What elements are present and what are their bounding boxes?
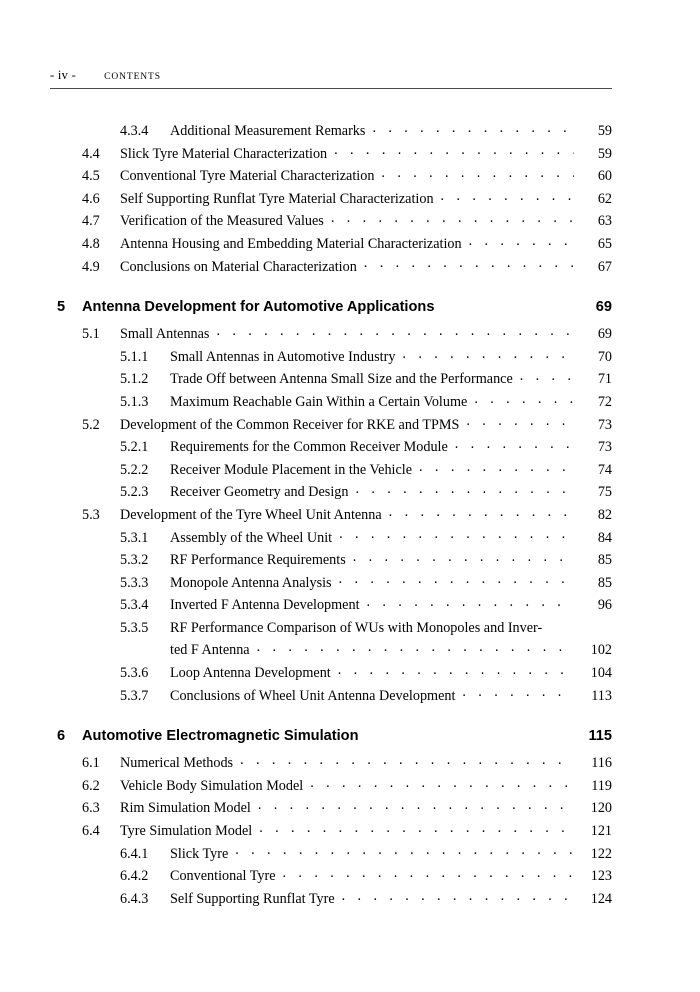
toc-entry-number: 6: [57, 728, 66, 745]
toc-entry-page-number: 124: [590, 890, 612, 907]
toc-entry-number: 5.3.7: [120, 687, 149, 704]
toc-entry-page-number: 85: [597, 552, 612, 569]
toc-entry-page-number: 59: [597, 145, 612, 162]
toc-entry-page-number: 120: [590, 800, 612, 817]
toc-entry-title: Tyre Simulation Model: [120, 823, 253, 840]
toc-entry-page-number: 63: [597, 213, 612, 230]
toc-entry[interactable]: [50, 888, 612, 911]
toc-entry-title: Maximum Reachable Gain Within a Certain Volume: [170, 393, 468, 410]
toc-entry[interactable]: [50, 188, 612, 211]
toc-entry-title: Conclusions of Wheel Unit Antenna Development: [170, 687, 456, 704]
toc-dot-leader: [441, 189, 574, 203]
toc-entry[interactable]: [50, 346, 612, 369]
toc-entry-number: 5.3.5: [120, 619, 149, 636]
toc-entry-title: Monopole Antenna Analysis: [170, 574, 332, 591]
toc-entry-number: 6.1: [82, 755, 100, 772]
toc-entry[interactable]: [50, 662, 612, 685]
toc-entry-page-number: 115: [588, 728, 612, 745]
toc-dot-leader: [310, 776, 574, 790]
toc-entry-title: Antenna Development for Automotive Applications: [82, 299, 435, 316]
toc-entry[interactable]: [50, 323, 612, 346]
toc-entry-page-number: 73: [597, 439, 612, 456]
toc-entry-title: Additional Measurement Remarks: [170, 123, 366, 139]
toc-dot-leader: [402, 347, 574, 361]
toc-entry-number: 5.1.2: [120, 371, 149, 388]
toc-dot-leader: [283, 866, 574, 880]
toc-entry[interactable]: [50, 120, 612, 143]
toc-entry-number: 4.3.4: [120, 123, 149, 139]
toc-entry[interactable]: [50, 210, 612, 233]
toc-entry-title: Self Supporting Runflat Tyre Material Characterization: [120, 190, 434, 207]
toc-entry[interactable]: [50, 256, 612, 279]
toc-entry-page-number: 113: [591, 687, 612, 704]
toc-dot-leader: [339, 573, 574, 587]
toc-entry-title: Conventional Tyre: [170, 868, 276, 885]
toc-dot-leader: [469, 234, 574, 248]
toc-entry-title: Inverted F Antenna Development: [170, 597, 360, 614]
toc-entry-number: 6.4.1: [120, 845, 149, 862]
toc-entry-page-number: 121: [590, 823, 612, 840]
toc-entry[interactable]: [50, 459, 612, 482]
toc-entry-page-number: 104: [590, 665, 612, 682]
toc-dot-leader: [331, 211, 574, 225]
running-header-title: CONTENTS: [104, 72, 161, 82]
toc-entry[interactable]: [50, 414, 612, 437]
toc-entry[interactable]: [50, 165, 612, 188]
toc-entry[interactable]: [50, 368, 612, 391]
toc-entry[interactable]: [50, 820, 612, 843]
toc-entry-title: Conclusions on Material Characterization: [120, 258, 357, 275]
toc-entry-page-number: 69: [595, 299, 612, 316]
table-of-contents: [50, 120, 612, 910]
toc-entry-title: Slick Tyre Material Characterization: [120, 145, 328, 162]
toc-entry-title: Small Antennas in Automotive Industry: [170, 348, 396, 365]
toc-entry-page-number: 84: [597, 529, 612, 546]
toc-entry[interactable]: [50, 594, 612, 617]
toc-entry-page-number: 82: [597, 506, 612, 523]
toc-entry-title: Vehicle Body Simulation Model: [120, 777, 304, 794]
toc-entry-title: Requirements for the Common Receiver Module: [170, 439, 448, 456]
toc-entry[interactable]: [50, 639, 612, 662]
toc-dot-leader: [240, 753, 574, 767]
toc-chapter-entry[interactable]: [50, 724, 612, 748]
toc-entry-page-number: 59: [597, 123, 612, 139]
toc-entry[interactable]: [50, 233, 612, 256]
toc-entry[interactable]: [50, 527, 612, 550]
toc-entry-number: 5: [57, 299, 66, 316]
toc-entry-title: Conventional Tyre Material Characterization: [120, 168, 375, 185]
toc-dot-leader: [366, 726, 570, 741]
toc-entry-number: 6.4.2: [120, 868, 149, 885]
toc-entry-title: Development of the Tyre Wheel Unit Antenna: [120, 506, 382, 523]
toc-entry-page-number: 70: [597, 348, 612, 365]
toc-dot-leader: [520, 369, 574, 383]
toc-entry-number: 5.1: [82, 326, 100, 343]
toc-dot-leader: [455, 437, 574, 451]
toc-entry-page-number: 116: [591, 755, 612, 772]
toc-entry-title: Antenna Housing and Embedding Material Characterization: [120, 235, 462, 252]
toc-dot-leader: [474, 392, 574, 406]
toc-dot-leader: [258, 798, 574, 812]
toc-dot-leader: [389, 505, 574, 519]
toc-entry-title: Receiver Geometry and Design: [170, 484, 349, 501]
toc-entry-number: 4.8: [82, 235, 100, 252]
toc-entry-title: Loop Antenna Development: [170, 665, 331, 682]
toc-entry[interactable]: [50, 685, 612, 708]
toc-entry[interactable]: [50, 549, 612, 572]
toc-entry-title: Development of the Common Receiver for RKE and TPMS: [120, 416, 460, 433]
toc-entry[interactable]: [50, 775, 612, 798]
toc-entry-number: 4.4: [82, 145, 100, 162]
toc-chapter-entry[interactable]: [50, 295, 612, 319]
toc-entry-page-number: 69: [597, 326, 612, 343]
toc-entry[interactable]: [50, 481, 612, 504]
toc-entry-page-number: 122: [590, 845, 612, 862]
toc-entry-number: 4.6: [82, 190, 100, 207]
toc-entry-title: Slick Tyre: [170, 845, 229, 862]
toc-entry-number: 6.4.3: [120, 890, 149, 907]
toc-entry-number: 5.3.2: [120, 552, 149, 569]
toc-entry-number: 6.4: [82, 823, 100, 840]
toc-entry-page-number: 73: [597, 416, 612, 433]
toc-entry[interactable]: [50, 752, 612, 775]
toc-entry[interactable]: [50, 572, 612, 595]
toc-entry-number: 5.2.1: [120, 439, 149, 456]
toc-entry-number: 4.5: [82, 168, 100, 185]
toc-entry-page-number: 71: [597, 371, 612, 388]
toc-dot-leader: [353, 550, 574, 564]
toc-dot-leader: [216, 324, 574, 338]
toc-entry-title: Rim Simulation Model: [120, 800, 251, 817]
toc-entry-title: Verification of the Measured Values: [120, 213, 324, 230]
toc-dot-leader: [259, 821, 574, 835]
toc-entry-page-number: 119: [591, 777, 612, 794]
toc-entry[interactable]: [50, 436, 612, 459]
toc-entry-number: 5.3.4: [120, 597, 149, 614]
toc-dot-leader: [339, 527, 574, 541]
toc-entry-page-number: 74: [597, 461, 612, 478]
toc-entry-number: 5.3.3: [120, 574, 149, 591]
toc-dot-leader: [381, 166, 574, 180]
toc-entry-page-number: 67: [597, 258, 612, 275]
toc-entry[interactable]: [50, 865, 612, 888]
toc-entry-number: 5.2: [82, 416, 100, 433]
header-rule: [50, 88, 612, 89]
toc-entry-number: 4.9: [82, 258, 100, 275]
toc-entry-page-number: 96: [597, 597, 612, 614]
toc-dot-leader: [355, 482, 574, 496]
toc-entry[interactable]: [50, 504, 612, 527]
toc-entry-title: Small Antennas: [120, 326, 210, 343]
toc-entry[interactable]: [50, 843, 612, 866]
toc-entry-page-number: 65: [597, 235, 612, 252]
toc-entry-number: 5.1.1: [120, 348, 149, 365]
toc-entry-title: Trade Off between Antenna Small Size and the Performance: [170, 371, 513, 388]
toc-dot-leader: [441, 297, 570, 312]
toc-entry-number: 5.2.2: [120, 461, 149, 478]
toc-entry-number: 5.1.3: [120, 393, 149, 410]
toc-entry-page-number: 62: [597, 190, 612, 207]
toc-entry[interactable]: [50, 143, 612, 166]
toc-entry-page-number: 60: [597, 168, 612, 185]
toc-entry[interactable]: [50, 391, 612, 414]
toc-dot-leader: [364, 256, 574, 270]
toc-entry-title: Receiver Module Placement in the Vehicle: [170, 461, 413, 478]
toc-entry-page-number: 75: [597, 484, 612, 501]
toc-dot-leader: [466, 414, 574, 428]
toc-entry-page-number: 123: [590, 868, 612, 885]
toc-entry-title: Self Supporting Runflat Tyre: [170, 890, 335, 907]
toc-entry-page-number: 72: [597, 393, 612, 410]
toc-entry-number: 4.7: [82, 213, 100, 230]
toc-dot-leader: [367, 595, 574, 609]
toc-entry-title: Automotive Electromagnetic Simulation: [82, 728, 359, 745]
toc-entry-number: 5.3.1: [120, 529, 149, 546]
toc-entry-title: Assembly of the Wheel Unit: [170, 529, 333, 546]
toc-dot-leader: [462, 685, 574, 699]
toc-entry[interactable]: [50, 797, 612, 820]
running-header: [50, 68, 612, 86]
toc-entry-number: 6.2: [82, 777, 100, 794]
toc-dot-leader: [235, 843, 574, 857]
toc-entry-page-number: 102: [590, 642, 612, 659]
toc-dot-leader: [342, 889, 574, 903]
toc-dot-leader: [334, 143, 574, 157]
toc-entry-title: ted F Antenna: [170, 642, 250, 659]
toc-entry-number: 5.3.6: [120, 665, 149, 682]
toc-dot-leader: [257, 640, 574, 654]
toc-entry-title: Numerical Methods: [120, 755, 234, 772]
page-folio: - iv -: [50, 68, 77, 82]
toc-entry-title: RF Performance Comparison of WUs with Monopoles and Inver-: [170, 619, 543, 636]
toc-entry-number: 5.2.3: [120, 484, 149, 501]
toc-entry-title: RF Performance Requirements: [170, 552, 346, 569]
toc-dot-leader: [338, 663, 574, 677]
toc-dot-leader: [419, 460, 574, 474]
toc-entry-number: 5.3: [82, 506, 100, 523]
toc-dot-leader: [372, 121, 574, 135]
toc-entry[interactable]: [50, 617, 612, 640]
toc-entry-page-number: 85: [597, 574, 612, 591]
toc-entry-number: 6.3: [82, 800, 100, 817]
